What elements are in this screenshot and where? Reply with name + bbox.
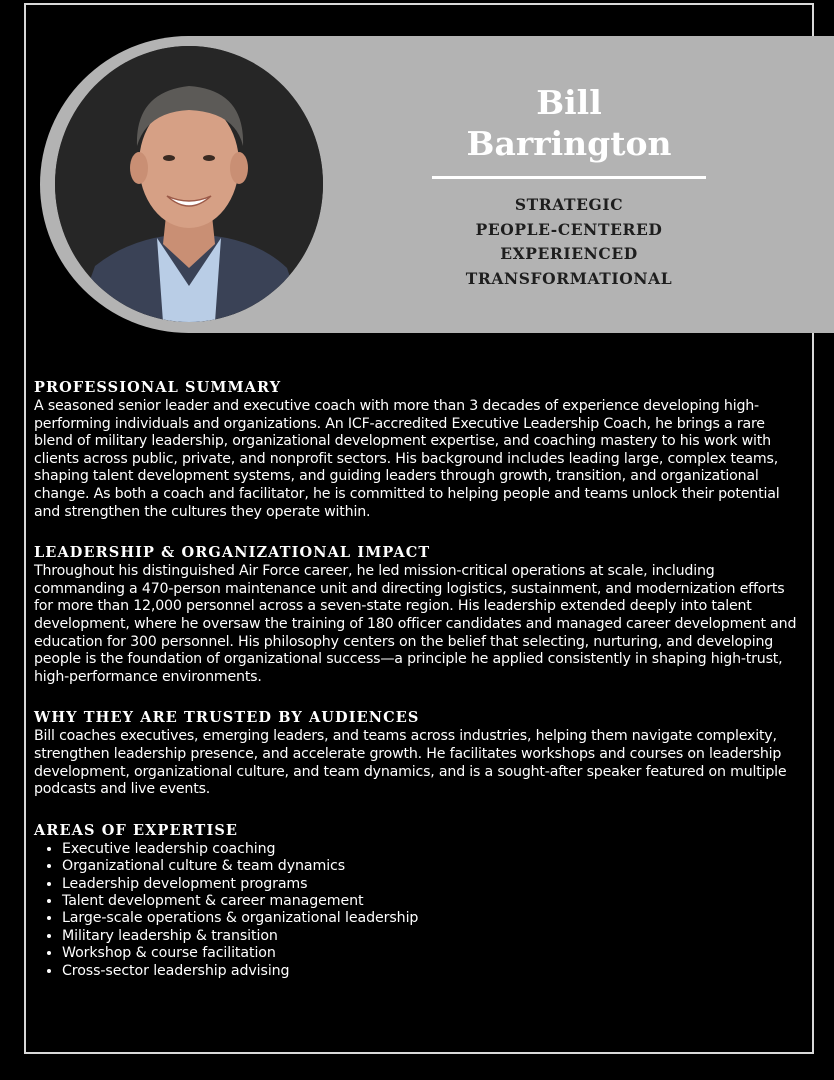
name-divider <box>432 176 706 179</box>
list-item: • Leadership development programs <box>62 876 804 893</box>
section-title: WHY THEY ARE TRUSTED BY AUDIENCES <box>34 709 420 727</box>
name-last: Barrington <box>466 124 672 163</box>
section-title: AREAS OF EXPERTISE <box>34 821 239 839</box>
list-item: • Executive leadership coaching <box>62 841 804 858</box>
areas-of-expertise-section <box>34 821 804 980</box>
content-area <box>34 378 804 1002</box>
list-item: • Organizational culture & team dynamics <box>62 858 804 875</box>
list-item: • Military leadership & transition <box>62 928 804 945</box>
name-first: Bill <box>536 83 602 122</box>
list-item: • Large-scale operations & organizational leadership <box>62 910 804 927</box>
section-body: Bill coaches executives, emerging leaders, and teams across industries, helping them navigate complexity, strengthen leadership presence, and accelerate growth. He facilitates workshops and courses on leadership development, organizational culture, and team dynamics, and is a sought-after speaker featured on multiple podcasts and live events. <box>34 728 787 798</box>
tagline-2: PEOPLE-CENTERED <box>475 219 663 239</box>
tagline-4: TRANSFORMATIONAL <box>465 268 673 288</box>
list-item: • Cross-sector leadership advising <box>62 963 804 980</box>
portrait-illustration <box>55 46 323 322</box>
section-body: Throughout his distinguished Air Force career, he led mission-critical operations at scale, including commanding a 470-person maintenance unit and directing logistics, sustainment, and modernization efforts for more than 12,000 personnel across a seven-state region. His leadership extended deeply into talent development, where he oversaw the training of 180 officer candidates and managed career development and education for 300 personnel. His philosophy centers on the belief that selecting, nurturing, and developing people is the foundation of organizational success—a principle he applied consistently in shaping high-trust, high-performance environments. <box>34 563 797 685</box>
profile-photo <box>55 46 323 322</box>
expertise-list <box>34 841 804 980</box>
section-body: A seasoned senior leader and executive coach with more than 3 decades of experience developing high-performing individuals and organizations. An ICF-accredited Executive Leadership Coach, he brings a rare blend of military leadership, organizational development expertise, and coaching mastery to his work with clients across public, private, and nonprofit sectors. His background includes leading large, complex teams, shaping talent development systems, and guiding leaders through growth, transition, and organizational change. As both a coach and facilitator, he is committed to helping people and teams unlock their potential and strengthen the cultures they operate within. <box>34 398 780 520</box>
trusted-by-audiences-section <box>34 708 804 798</box>
section-title: LEADERSHIP & ORGANIZATIONAL IMPACT <box>34 544 431 562</box>
section-title: PROFESSIONAL SUMMARY <box>34 379 282 396</box>
name-block <box>432 82 706 291</box>
list-item: • Workshop & course facilitation <box>62 945 804 962</box>
leadership-impact-section <box>34 543 804 686</box>
professional-summary-section <box>34 378 804 521</box>
tagline-1: STRATEGIC <box>514 195 624 214</box>
tagline-3: EXPERIENCED <box>500 244 638 263</box>
list-item: • Talent development & career management <box>62 893 804 910</box>
